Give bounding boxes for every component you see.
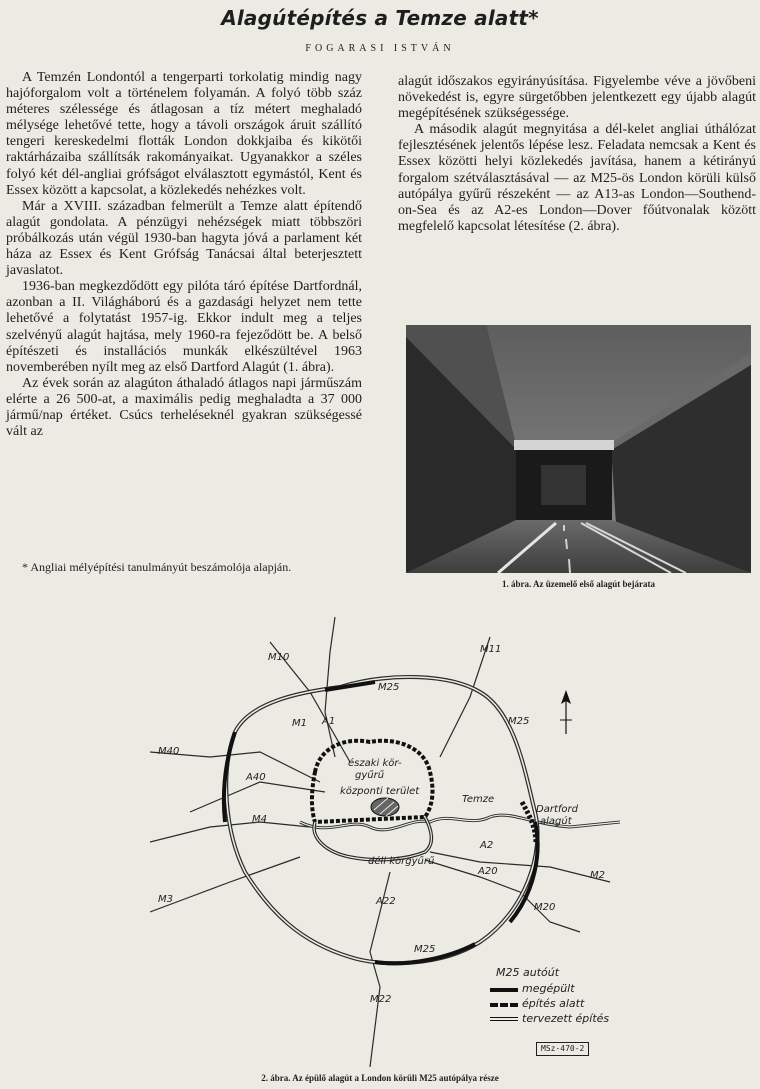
paragraph: A második alagút megnyitása a dél-kelet angliai úthálózat fejlesztésének jelentős lépése lesz. Feladata nemcsak a Kent és Essex közötti helyi közlekedés javítása, hanem a kétirányú forgalom szétválasztásával — az M25-ös London körüli külső autópálya gyűrű részeként — az A13-as London—Southend-on-Sea és az A2-es London—Dover főútvonalak között megfelelő kapcsolat létesítése (2. ábra). xyxy=(398,122,756,234)
right-column xyxy=(398,74,756,235)
a2-road xyxy=(430,852,610,882)
label-m1: M1 xyxy=(292,718,307,729)
left-column xyxy=(6,70,362,440)
label-m25-right: M25 xyxy=(508,716,530,727)
legend-under-construction xyxy=(490,997,620,1011)
north-arrow-icon xyxy=(556,690,576,734)
label-dartford: Dartford xyxy=(536,804,578,815)
legend-built-label: megépült xyxy=(522,982,575,995)
legend-under-construction-label: építés alatt xyxy=(522,997,585,1010)
label-m3: M3 xyxy=(158,894,173,905)
label-south-ring: déli körgyűrű xyxy=(368,856,435,867)
label-thames: Temze xyxy=(462,794,495,805)
label-m40: M40 xyxy=(158,746,180,757)
label-a1: A1 xyxy=(322,716,336,727)
footnote: * Angliai mélyépítési tanulmányút beszámolója alapján. xyxy=(22,560,292,574)
label-m25-bottom: M25 xyxy=(414,944,436,955)
paragraph: Az évek során az alagúton áthaladó átlagos napi járműszám elérte a 26 500-at, a maximális pedig meghaladta a 37 000 jármű/nap értéket. Csúcs terheléseknél gyakran szükségessé vált az xyxy=(6,375,362,440)
label-a22: A22 xyxy=(376,896,396,907)
article-title: Alagútépítés a Temze alatt* xyxy=(221,6,539,30)
label-a2: A2 xyxy=(480,840,494,851)
label-a40: A40 xyxy=(246,772,266,783)
label-central-area: központi terület xyxy=(340,786,420,797)
label-tunnel: alagút xyxy=(540,816,572,827)
label-m25-top: M25 xyxy=(378,682,400,693)
paragraph: 1936-ban megkezdődött egy pilóta táró építése Dartfordnál, azonban a II. Világháború és a gazdasági helyzet nem tette lehetővé a folytatást 1957-ig. Ekkor indult meg a teljes szelvényű alagút hajtása, mely 1960-ra fejeződött be. A belső építészeti és installációs munkák elkészültével 1963 novemberében nyílt meg az első Dartford Alagút (1. ábra). xyxy=(6,279,362,375)
label-m10: M10 xyxy=(268,652,290,663)
legend-planned xyxy=(490,1012,620,1026)
label-a20: A20 xyxy=(478,866,498,877)
label-m2: M2 xyxy=(590,870,605,881)
m11-road xyxy=(440,637,490,757)
legend-title: M25 autóút xyxy=(496,966,560,979)
paragraph: A Temzén Londontól a tengerparti torkolatig mindig nagy hajóforgalom volt a történelem folyamán. A folyó több száz méteres szélessége és átlagosan a tíz métert meghaladó mélysége lehetővé tette, hogy a távoli országok áruit szállító tengeri kereskedelmi flották London dokkjaiba és kikötői raktárházaiba szállítsák rakományaikat. Ugyanakkor a széles folyó két dél-angliai grófságot elválasztott egymástól, Kent és Essex között a kapcsolat, a közlekedés nehézkes volt. xyxy=(6,70,362,198)
legend-built xyxy=(490,982,620,996)
figure2-caption: 2. ábra. Az épülő alagút a London körüli M25 autópálya része xyxy=(261,1073,499,1083)
map-reference: MSz-470-2 xyxy=(536,1042,589,1056)
paragraph: Már a XVIII. században felmerült a Temze alatt építendő alagút gondolata. A pénzügyi nehézségek miatt többszöri próbálkozás után végül 1930-ban hagyta jóvá a parlament két háza az Essex és Kent Grófság Tanácsai által beterjesztett javaslatot. xyxy=(6,198,362,279)
tunnel-entrance-photo xyxy=(406,325,751,573)
a40-road xyxy=(190,782,325,812)
author-name: FOGARASI ISTVÁN xyxy=(305,43,455,54)
label-north-ring: északi kör- xyxy=(348,758,402,769)
label-m20: M20 xyxy=(534,902,556,913)
label-m22: M22 xyxy=(370,994,392,1005)
m25-ring-planned xyxy=(226,677,537,963)
paragraph: alagút időszakos egyirányúsítása. Figyelembe véve a jövőbeni növekedést is, egyre sürgetőbben jelentkezett egy újabb alagút megépítésének szükségessége. xyxy=(398,74,756,122)
label-m11: M11 xyxy=(480,644,502,655)
label-north-ring-2: gyűrű xyxy=(355,770,385,781)
legend-planned-label: tervezett építés xyxy=(522,1012,610,1025)
tunnel-photo-illustration xyxy=(406,325,751,573)
figure1-caption: 1. ábra. Az üzemelő első alagút bejárata xyxy=(502,579,655,589)
label-m4: M4 xyxy=(252,814,267,825)
